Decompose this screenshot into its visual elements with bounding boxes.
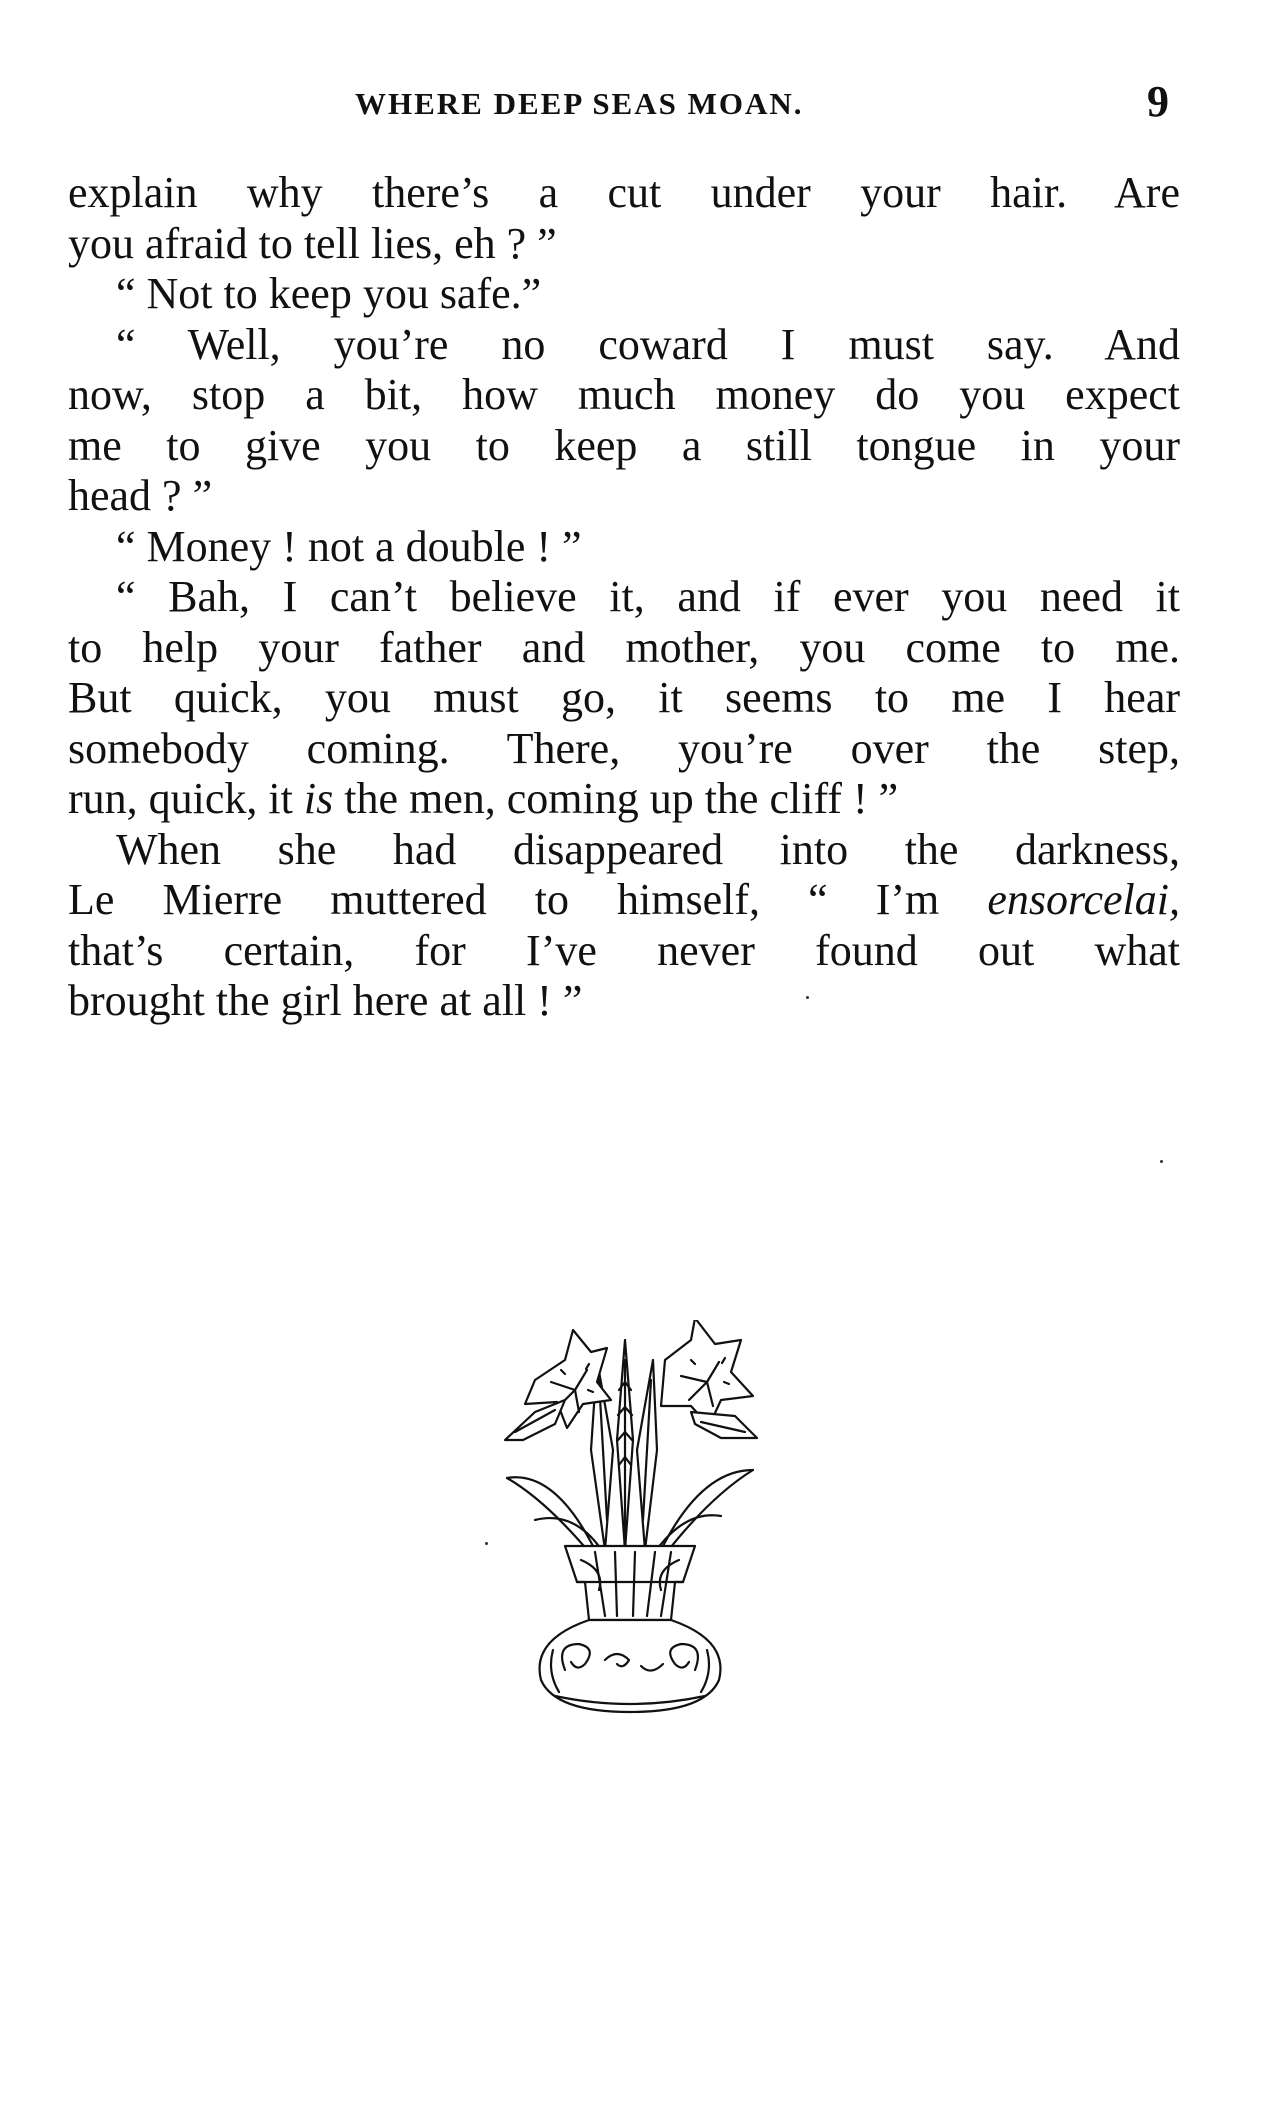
text-line: “ Well, you’re no coward I must say. And bbox=[116, 319, 1180, 369]
text-line: explain why there’s a cut under your hair. Are bbox=[68, 168, 1180, 217]
text-line: “ Money ! not a double ! ” bbox=[116, 521, 582, 571]
text-line bbox=[68, 875, 1180, 926]
text-line: you afraid to tell lies, eh ? ” bbox=[68, 218, 557, 268]
text-line: somebody coming. There, you’re over the step, bbox=[68, 723, 1180, 773]
page-number: 9 bbox=[1147, 77, 1169, 126]
text-line: When she had disappeared into the darkness, bbox=[116, 824, 1180, 874]
text-run: run, quick, it bbox=[68, 774, 304, 823]
italic-word: is bbox=[303, 774, 334, 823]
print-speck bbox=[485, 1542, 488, 1545]
text-line: “ Bah, I can’t believe it, and if ever you need it bbox=[116, 572, 1180, 621]
text-line: But quick, you must go, it seems to me I hear bbox=[68, 673, 1180, 722]
running-title: WHERE DEEP SEAS MOAN. bbox=[355, 86, 804, 121]
text-line: now, stop a bit, how much money do you expect bbox=[68, 370, 1180, 419]
text-line: me to give you to keep a still tongue in your bbox=[68, 420, 1180, 470]
print-speck bbox=[806, 996, 809, 999]
text-line: “ Not to keep you safe.” bbox=[116, 269, 542, 318]
text-line: that’s certain, for I’ve never found out what bbox=[68, 925, 1180, 975]
flower-vase-icon bbox=[495, 1320, 765, 1720]
text-line: brought the girl here at all ! ” bbox=[68, 976, 583, 1025]
print-speck bbox=[1160, 1160, 1163, 1163]
italic-word: ensorcelai, bbox=[987, 875, 1180, 924]
text-run: Le Mierre muttered to himself, “ I’m bbox=[68, 875, 988, 924]
text-line: to help your father and mother, you come to me. bbox=[68, 622, 1180, 672]
running-head bbox=[0, 76, 1275, 126]
body-text bbox=[68, 168, 1180, 1027]
text-line: head ? ” bbox=[68, 471, 213, 520]
text-line bbox=[68, 774, 1180, 825]
text-run: the men, coming up the cliff ! ” bbox=[333, 774, 899, 823]
